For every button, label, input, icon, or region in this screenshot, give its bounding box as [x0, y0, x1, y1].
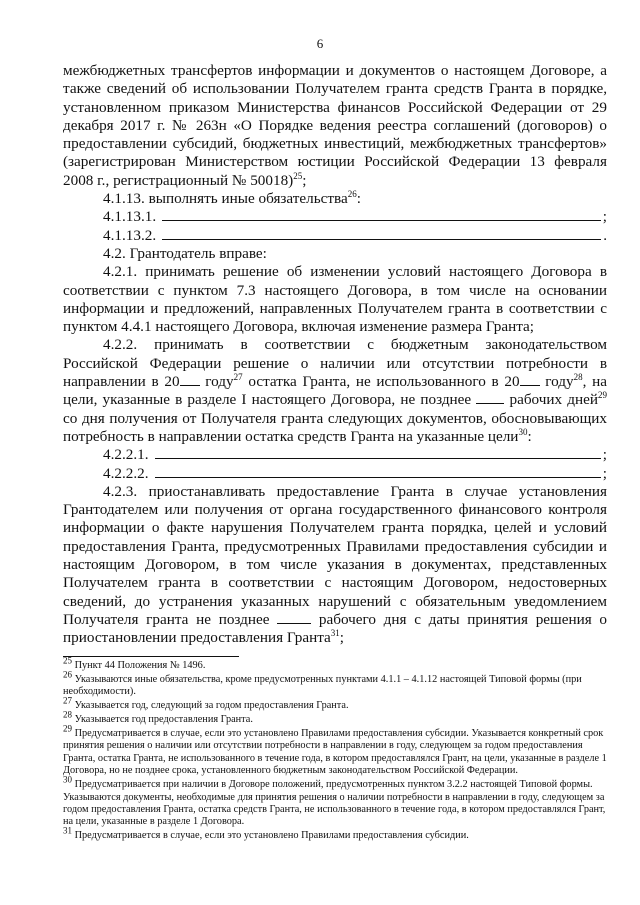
clause-4-2-2: 4.2.2. принимать в соответствии с бюджетным законодательством Российской Федерации решение о наличии или отсутствии потребности в направлении в 20 году$^{27}$ остатка Гранта, не использованного в 20 году$^{28}$, на цели, указанные в разделе I настоящего Договора, не позднее рабочих дней$^{29}$ со дня получения от Получателя гранта следующих документов, обосновывающих потребность в направлении остатка средств Гранта на указанные цели$^{30}$: — [63, 336, 608, 445]
footnote: $^{31}$ Предусматривается в случае, если это установлено Правилами предоставления субсидии. — [63, 825, 469, 842]
blank-line — [162, 238, 601, 240]
footnote: $^{28}$ Указывается год предоставления Гранта. — [63, 709, 253, 726]
footnote: $^{29}$ Предусматривается в случае, если это установлено Правилами предоставления субсидии. Указывается конкретный срок принятия решения о наличии или отсутствии потребности в направлении в году, следующем за годом предоставления Гранта, остатка Гранта, не использованного в течение года, в котором предоставлялся Грант, на цели, указанные в разделе 1 Договора, но не позднее срока, установленного бюджетным законодательством Российской Федерации. — [63, 723, 607, 777]
footnote-ref: 31 — [330, 628, 340, 639]
clause-4-1-13: 4.1.13. выполнять иные обязательства$^{26}$: — [103, 189, 361, 208]
clause-4-2-2-2: 4.2.2.2. ; — [103, 464, 607, 482]
footnote-ref: 29 — [597, 390, 607, 401]
footnotes — [63, 655, 607, 844]
clause-4-2: 4.2. Грантодатель вправе: — [103, 244, 267, 262]
footnote-ref: 28 — [573, 371, 583, 382]
blank-line — [162, 219, 601, 221]
blank-line — [155, 457, 601, 459]
footnote: $^{26}$ Указываются иные обязательства, кроме предусмотренных пунктами 4.1.1 – 4.1.12 настоящей Типовой формы (при необходимости). — [63, 669, 582, 698]
blank-line — [155, 476, 601, 478]
footnote: $^{25}$ Пункт 44 Положения № 1496. — [63, 655, 206, 671]
footnote: $^{30}$ Предусматривается при наличии в Договоре положений, предусмотренных пунктом 3.2.2 настоящей Типовой формы. Указываются документы, необходимые для принятия решения о наличии потребности в направлении в году, следующем за годом предоставления Гранта, остатка средств Гранта, не использованного в течение года, в котором предоставлялся Грант, на цели, указанные в разделе 1 Договора. — [63, 774, 606, 828]
clause-4-1-13-2: 4.1.13.2. . — [103, 226, 607, 244]
blank-line — [180, 384, 200, 386]
clause-4-2-2-1: 4.2.2.1. ; — [103, 446, 607, 464]
footnote-ref: 30 — [518, 426, 528, 437]
clause-4-1-13-1: 4.1.13.1. ; — [103, 208, 607, 226]
clause-4-2-1: 4.2.1. принимать решение об изменении условий настоящего Договора в соответствии с пунктом 7.3 настоящего Договора, в том числе на основании информации и предложений, направленных Получателем гранта в соответствии с пунктом 4.4.1 настоящего Договора, включая изменение размера Гранта; — [63, 263, 607, 336]
footnote-ref: 27 — [233, 371, 243, 382]
paragraph-4-1-12-continued: межбюджетных трансфертов информации и документов о настоящем Договоре, а также сведений об использовании Получателем гранта средств Гранта в порядке, установленном приказом Министерства финансов Российской Федерации от 29 декабря 2017 г. № 263н «О Порядке ведения реестра соглашений (договоров) о предоставлении субсидий, бюджетных инвестиций, межбюджетных трансфертов» (зарегистрирован Министерством юстиции Российской Федерации 13 февраля 2008 г., регистрационный № 50018)$^{25}$; — [63, 62, 607, 189]
footnote-ref: 25 — [293, 170, 303, 181]
footnote: $^{27}$ Указывается год, следующий за годом предоставления Гранта. — [63, 695, 349, 712]
footnote-separator — [63, 656, 239, 657]
clause-4-2-3: 4.2.3. приостанавливать предоставление Гранта в случае установления Грантодателем или получения от органа государственного финансового контроля информации о факте нарушения Получателем гранта порядка, целей и условий предоставления Гранта, предусмотренных Правилами предоставления субсидии и настоящим Договором, в том числе указания в документах, представленных Получателем гранта в соответствии с настоящим Договором, недостоверных сведений, до устранения указанных нарушений с обязательным уведомлением Получателя гранта не позднее рабочего дня с даты принятия решения о приостановлении предоставления Гранта$^{31}$; — [63, 482, 608, 647]
page-number: 6 — [316, 36, 324, 51]
blank-line — [277, 622, 311, 624]
blank-line — [520, 384, 540, 386]
document-body — [63, 62, 607, 648]
blank-line — [476, 402, 504, 404]
footnote-ref: 26 — [347, 189, 357, 200]
